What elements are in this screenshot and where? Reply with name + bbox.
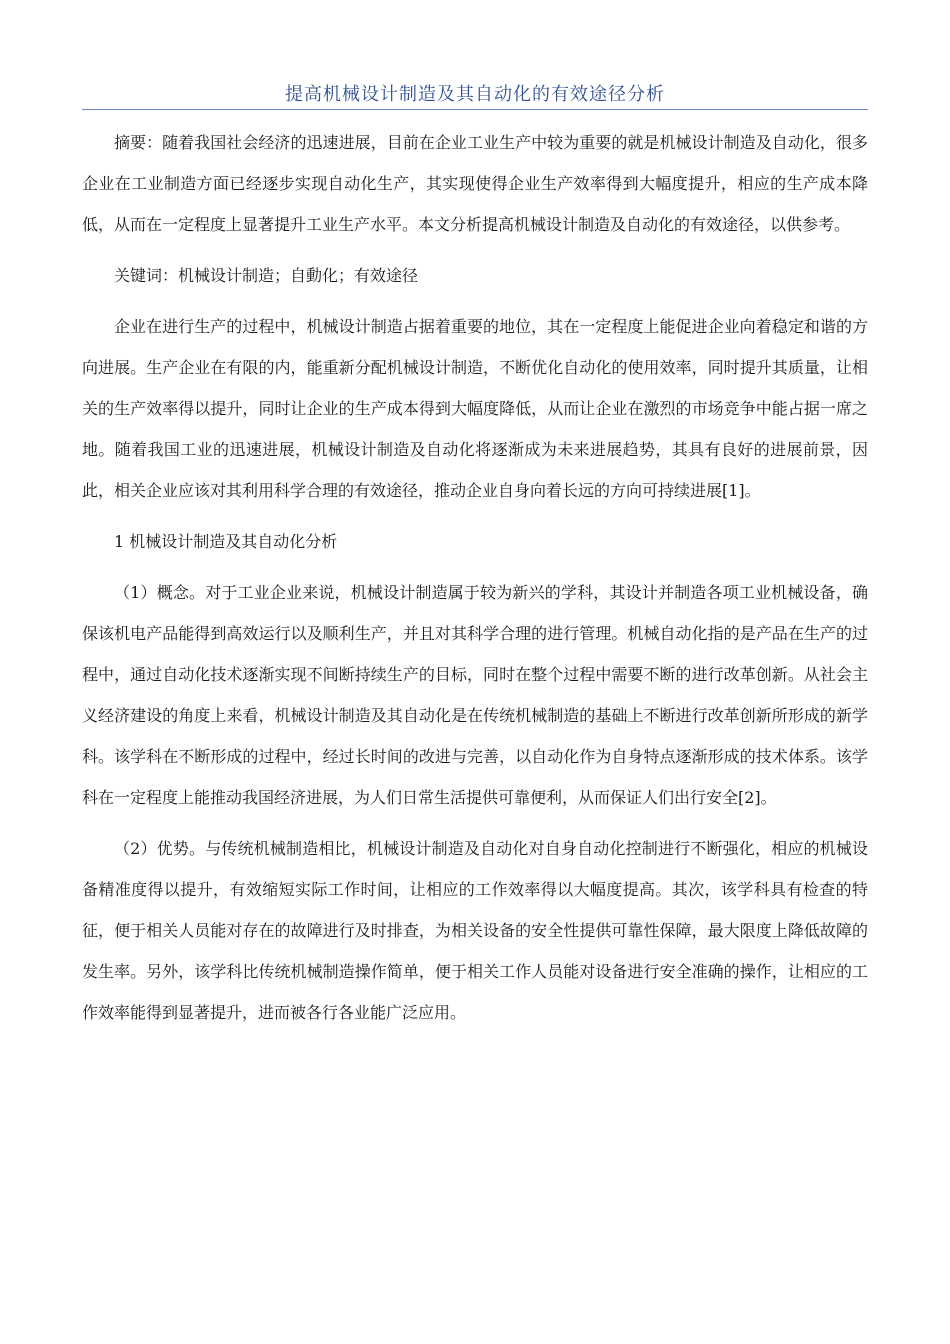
- concept-paragraph: （1）概念。对于工业企业来说，机械设计制造属于较为新兴的学科，其设计并制造各项工业机械设备，确保该机电产品能得到高效运行以及顺利生产，并且对其科学合理的进行管理。机械自动化指的是产品在生产的过程中，通过自动化技术逐渐实现不间断持续生产的目标，同时在整个过程中需要不断的进行改革创新。从社会主义经济建设的角度上来看，机械设计制造及其自动化是在传统机械制造的基础上不断进行改革创新所形成的新学科。该学科在不断形成的过程中，经过长时间的改进与完善，以自动化作为自身特点逐渐形成的技术体系。该学科在一定程度上能推动我国经济进展，为人们日常生活提供可靠便利，从而保证人们出行安全[2]。: [82, 583, 868, 807]
- document-body: [82, 122, 868, 1033]
- intro-paragraph: 企业在进行生产的过程中，机械设计制造占据着重要的地位，其在一定程度上能促进企业向着稳定和谐的方向进展。生产企业在有限的内，能重新分配机械设计制造，不断优化自动化的使用效率，同时提升其质量，让相关的生产效率得以提升，同时让企业的生产成本得到大幅度降低，从而让企业在激烈的市场竞争中能占据一席之地。随着我国工业的迅速进展，机械设计制造及自动化将逐渐成为未来进展趋势，其具有良好的进展前景，因此，相关企业应该对其利用科学合理的有效途径，推动企业自身向着长远的方向可持续进展[1]。: [82, 317, 868, 500]
- header-divider: [82, 109, 868, 110]
- advantage-paragraph: （2）优势。与传统机械制造相比，机械设计制造及自动化对自身自动化控制进行不断强化，相应的机械设备精准度得以提升，有效缩短实际工作时间，让相应的工作效率得以大幅度提高。其次，该学科具有检查的特征，便于相关人员能对存在的故障进行及时排查，为相关设备的安全性提供可靠性保障，最大限度上降低故障的发生率。另外，该学科比传统机械制造操作简单，便于相关工作人员能对设备进行安全准确的操作，让相应的工作效率能得到显著提升，进而被各行各业能广泛应用。: [82, 839, 868, 1022]
- keywords-paragraph: 关键词：机械设计制造；自動化；有效途径: [114, 266, 419, 285]
- document-title: 提高机械设计制造及其自动化的有效途径分析: [285, 84, 665, 105]
- section-heading: 1 机械设计制造及其自动化分析: [114, 532, 338, 551]
- abstract-paragraph: 摘要：随着我国社会经济的迅速进展，目前在企业工业生产中较为重要的就是机械设计制造及自动化，很多企业在工业制造方面已经逐步实现自动化生产，其实现使得企业生产效率得到大幅度提升，相应的生产成本降低，从而在一定程度上显著提升工业生产水平。本文分析提高机械设计制造及自动化的有效途径，以供参考。: [82, 133, 868, 234]
